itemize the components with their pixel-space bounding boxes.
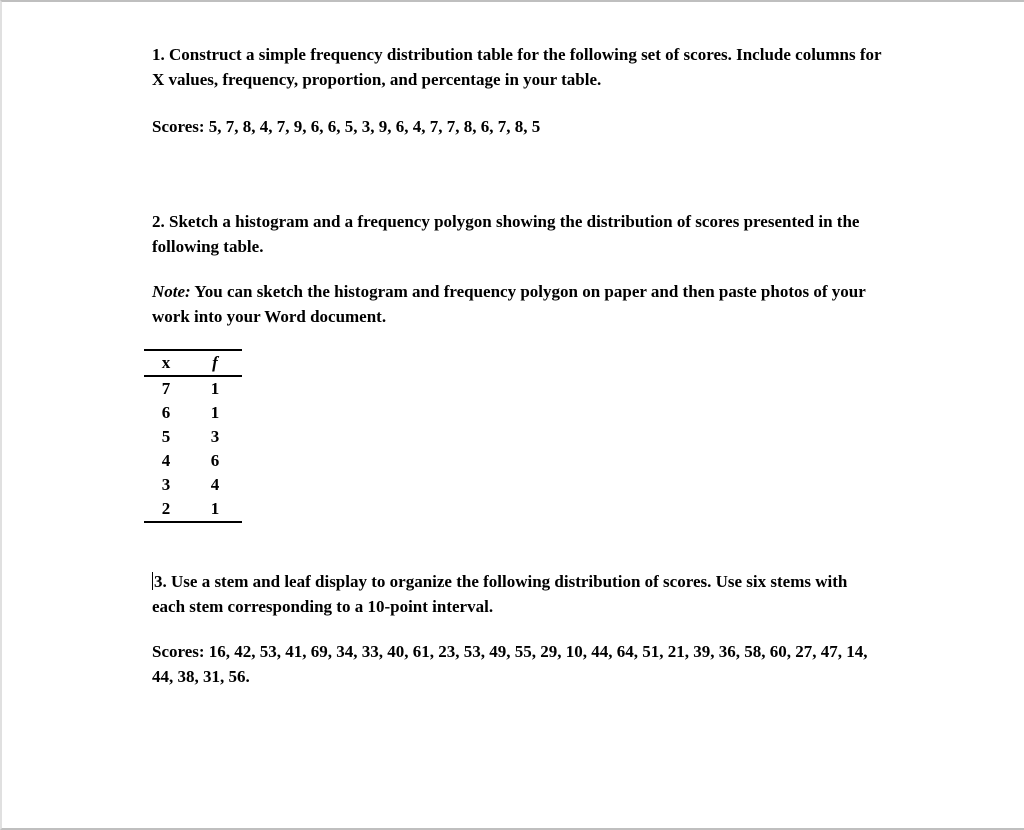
note-label: Note: [152,282,191,301]
table-cell-f: 1 [210,379,220,398]
table-cell-x: 2 [161,499,171,518]
table-row [144,473,242,497]
table-cell-f: 4 [210,475,220,494]
table-row [144,425,242,449]
table-cell-f: 1 [210,403,220,422]
table-row [144,449,242,473]
question-2-prompt: 2. Sketch a histogram and a frequency polygon showing the distribution of scores presented in the following table. [152,212,860,256]
frequency-table-header-x: x [161,353,171,372]
question-2-text [152,209,884,259]
question-1-prompt: 1. Construct a simple frequency distribution table for the following set of scores. Include columns for X values, frequency, proportion, and percentage in your table. [152,45,882,89]
note-text: You can sketch the histogram and frequency polygon on paper and then paste photos of your work into your Word document. [152,282,866,326]
question-2-note [152,279,884,329]
table-row [144,401,242,425]
frequency-table-header-f: f [212,353,218,372]
table-row [144,497,242,522]
question-1-text [152,42,884,92]
table-cell-f: 3 [210,427,220,446]
table-cell-f: 1 [210,499,220,518]
question-3-scores: Scores: 16, 42, 53, 41, 69, 34, 33, 40, 61, 23, 53, 49, 55, 29, 10, 44, 64, 51, 21, 39, 36, 58, 60, 27, 47, 14, 44, 38, 31, 56. [152,642,868,686]
table-cell-x: 3 [161,475,171,494]
question-3-prompt: 3. Use a stem and leaf display to organize the following distribution of scores. Use six stems with each stem corresponding to a 10-point interval. [152,572,848,616]
table-cell-x: 4 [161,451,171,470]
question-3-text [152,569,884,619]
frequency-table-header-row [144,350,242,376]
frequency-table [144,349,242,523]
document-content [152,42,884,689]
question-1-scores: Scores: 5, 7, 8, 4, 7, 9, 6, 6, 5, 3, 9, 6, 4, 7, 7, 8, 6, 7, 8, 5 [152,117,541,136]
table-row [144,376,242,401]
table-cell-x: 6 [161,403,171,422]
text-cursor [152,572,153,590]
table-cell-x: 7 [161,379,171,398]
table-cell-x: 5 [161,427,171,446]
table-cell-f: 6 [210,451,220,470]
